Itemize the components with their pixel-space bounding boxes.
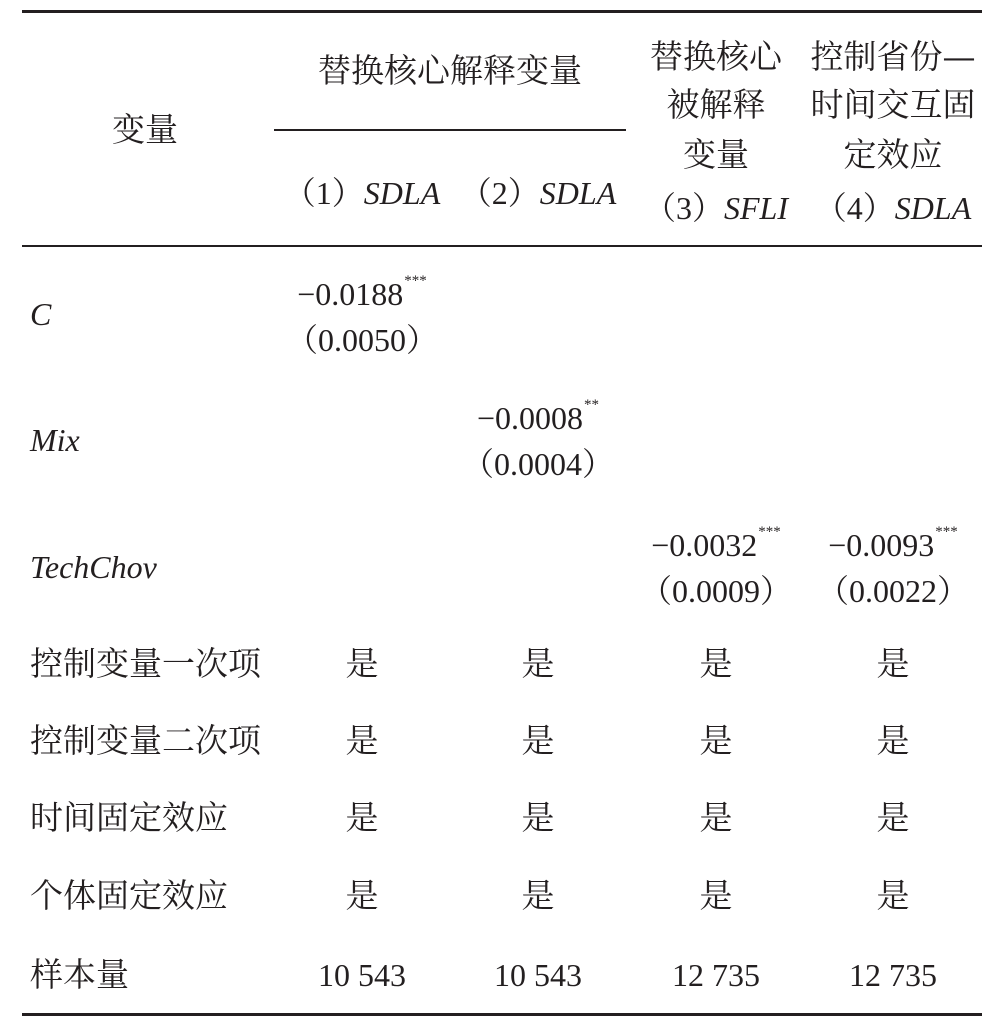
col3-header-line-3: 变量 xyxy=(683,135,749,174)
bottom-rule xyxy=(22,1013,982,1016)
row-value-col3: 是 xyxy=(699,876,733,915)
header-bottom-rule xyxy=(22,245,982,247)
row-value-col2: 是 xyxy=(521,721,555,760)
row-label: 样本量 xyxy=(30,955,129,994)
row-value-col3: 是 xyxy=(699,644,733,683)
col4-number: （4） xyxy=(814,190,895,226)
var-name-mix: Mix xyxy=(30,422,80,458)
col1-number: （1） xyxy=(283,175,364,211)
row-value-col2: 是 xyxy=(521,798,555,837)
standard-error: （0.0050） xyxy=(285,322,438,358)
row-value-col3: 12 735 xyxy=(672,957,760,993)
coef-cell-mix-col2 xyxy=(450,397,626,482)
col1-dependent-var: SDLA xyxy=(363,175,441,211)
coef-cell-c-col1 xyxy=(274,273,450,358)
significance-stars: *** xyxy=(758,524,781,540)
row-value-col4: 12 735 xyxy=(849,957,937,993)
row-value-col3: 是 xyxy=(699,721,733,760)
coef-cell-techchov-col4 xyxy=(800,524,986,609)
row-value-col1: 10 543 xyxy=(318,957,406,993)
row-value-col4: 是 xyxy=(876,644,910,683)
row-label: 时间固定效应 xyxy=(30,798,228,837)
group-rule xyxy=(274,129,626,131)
col3-number: （3） xyxy=(643,190,724,226)
col3-dependent-var: SFLI xyxy=(724,190,788,226)
col3-header-line-2: 被解释 xyxy=(666,85,766,124)
col4-dependent-var: SDLA xyxy=(894,190,972,226)
col2-label xyxy=(450,177,626,209)
row-value-col4: 是 xyxy=(876,721,910,760)
standard-error: （0.0022） xyxy=(816,573,969,609)
row-value-col1: 是 xyxy=(345,721,379,760)
row-value-col1: 是 xyxy=(345,876,379,915)
col4-header-line-3: 定效应 xyxy=(843,135,943,174)
var-header: 变量 xyxy=(112,110,178,149)
col4-header-line-1: 控制省份— xyxy=(810,37,976,76)
significance-stars: ** xyxy=(584,397,600,413)
row-label: 个体固定效应 xyxy=(30,876,228,915)
significance-stars: *** xyxy=(404,273,427,289)
significance-stars: *** xyxy=(935,524,958,540)
row-value-col4: 是 xyxy=(876,876,910,915)
row-value-col2: 10 543 xyxy=(494,957,582,993)
col2-dependent-var: SDLA xyxy=(539,175,617,211)
col1-label xyxy=(274,177,450,209)
col2-number: （2） xyxy=(459,175,540,211)
col3-header-line-1: 替换核心 xyxy=(650,37,782,76)
col4-label xyxy=(800,192,986,224)
var-name-c: C xyxy=(30,296,52,332)
row-value-col1: 是 xyxy=(345,644,379,683)
col3-label xyxy=(626,192,806,224)
row-value-col2: 是 xyxy=(521,644,555,683)
var-name-techchov: TechChov xyxy=(30,549,157,585)
coef-value: −0.0093*** xyxy=(828,524,958,563)
coef-value: −0.0008** xyxy=(476,397,600,436)
top-rule xyxy=(22,10,982,13)
col4-header-line-2: 时间交互固 xyxy=(810,85,976,124)
row-label: 控制变量一次项 xyxy=(30,644,261,683)
group-header: 替换核心解释变量 xyxy=(318,51,582,90)
row-value-col4: 是 xyxy=(876,798,910,837)
coef-value: −0.0188*** xyxy=(297,273,427,312)
coef-value: −0.0032*** xyxy=(651,524,781,563)
row-label: 控制变量二次项 xyxy=(30,721,261,760)
row-value-col2: 是 xyxy=(521,876,555,915)
row-value-col1: 是 xyxy=(345,798,379,837)
row-value-col3: 是 xyxy=(699,798,733,837)
standard-error: （0.0004） xyxy=(461,446,614,482)
coef-cell-techchov-col3 xyxy=(626,524,806,609)
standard-error: （0.0009） xyxy=(639,573,792,609)
